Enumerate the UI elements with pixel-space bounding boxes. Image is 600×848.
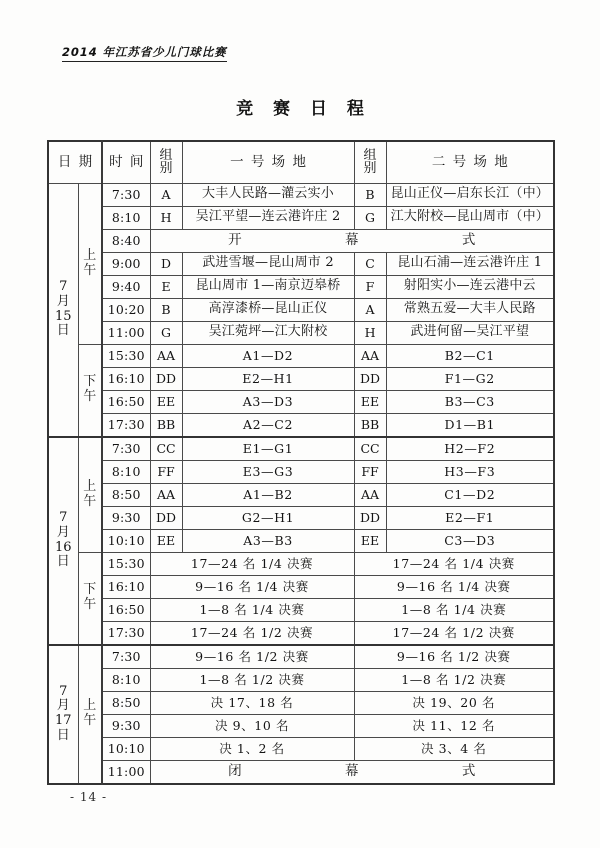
group-2-cell: A: [354, 298, 386, 321]
group-1-cell: BB: [150, 413, 182, 437]
date-char: 15: [54, 308, 72, 324]
site-2-match-cell: H3—F3: [386, 460, 554, 483]
schedule-row: [48, 529, 554, 552]
site-2-match-cell: 武进何留—吴江平望: [386, 321, 554, 344]
group-1-cell: EE: [150, 529, 182, 552]
schedule-row: [48, 552, 554, 575]
time-cell: 16:10: [102, 367, 150, 390]
column-header-time: 时 间: [102, 141, 150, 183]
competition-schedule-table: [47, 140, 555, 785]
site-1-match-cell: 大丰人民路—灌云实小: [182, 183, 354, 206]
group-1-cell: EE: [150, 390, 182, 413]
time-cell: 17:30: [102, 621, 150, 645]
site-2-match-cell: 1—8 名 1/4 决赛: [354, 598, 554, 621]
time-cell: 11:00: [102, 760, 150, 784]
time-cell: 9:00: [102, 252, 150, 275]
site-2-match-cell: 常熟五爱—大丰人民路: [386, 298, 554, 321]
group-2-cell: DD: [354, 367, 386, 390]
schedule-row: [48, 344, 554, 367]
site-1-match-cell: E2—H1: [182, 367, 354, 390]
time-cell: 8:10: [102, 668, 150, 691]
site-1-match-cell: 决 1、2 名: [150, 737, 354, 760]
date-char: 7: [59, 683, 68, 699]
site-1-match-cell: 吴江平望—连云港许庄 2: [182, 206, 354, 229]
schedule-row: [48, 691, 554, 714]
site-1-match-cell: 昆山周市 1—南京迈皋桥: [182, 275, 354, 298]
ceremony-cell: [150, 229, 554, 252]
group-2-cell: AA: [354, 483, 386, 506]
column-header-date: 日 期: [48, 141, 102, 183]
schedule-row: [48, 668, 554, 691]
page-title: 竞 赛 日 程: [236, 99, 371, 119]
site-1-match-cell: 17—24 名 1/2 决赛: [150, 621, 354, 645]
date-char: 日: [56, 323, 70, 339]
site-1-match-cell: 决 9、10 名: [150, 714, 354, 737]
ceremony-char: 开: [228, 231, 242, 248]
group-2-cell: AA: [354, 344, 386, 367]
date-char: 7: [59, 510, 68, 526]
column-header-site-2: 二 号 场 地: [386, 141, 554, 183]
site-2-match-cell: 昆山石浦—连云港许庄 1: [386, 252, 554, 275]
half-day-cell: [78, 552, 102, 645]
date-cell: [48, 437, 78, 645]
date-cell: [48, 645, 78, 784]
group-1-cell: DD: [150, 506, 182, 529]
site-2-match-cell: D1—B1: [386, 413, 554, 437]
schedule-row: [48, 506, 554, 529]
site-2-match-cell: 9—16 名 1/2 决赛: [354, 645, 554, 669]
time-cell: 9:40: [102, 275, 150, 298]
site-2-match-cell: 9—16 名 1/4 决赛: [354, 575, 554, 598]
schedule-row: [48, 321, 554, 344]
column-header-group-2: [354, 141, 386, 183]
site-1-match-cell: 武进雪堰—昆山周市 2: [182, 252, 354, 275]
site-2-match-cell: B3—C3: [386, 390, 554, 413]
running-head: 2014 年江苏省少儿门球比赛: [62, 44, 227, 62]
time-cell: 8:50: [102, 691, 150, 714]
group-1-cell: B: [150, 298, 182, 321]
time-cell: 16:50: [102, 598, 150, 621]
half-day-char: 上: [83, 247, 97, 263]
time-cell: 11:00: [102, 321, 150, 344]
site-2-match-cell: C3—D3: [386, 529, 554, 552]
group-1-cell: G: [150, 321, 182, 344]
site-1-match-cell: A2—C2: [182, 413, 354, 437]
site-1-match-cell: 9—16 名 1/4 决赛: [150, 575, 354, 598]
time-cell: 8:10: [102, 206, 150, 229]
page-number: - 14 -: [70, 790, 108, 804]
half-day-cell: [78, 183, 102, 344]
group-1-cell: A: [150, 183, 182, 206]
table-body: [48, 183, 554, 784]
half-day-char: 午: [83, 713, 97, 728]
schedule-row: [48, 598, 554, 621]
site-1-match-cell: G2—H1: [182, 506, 354, 529]
group-1-label-line-2: 别: [159, 161, 173, 177]
time-cell: 10:20: [102, 298, 150, 321]
time-cell: 9:30: [102, 714, 150, 737]
time-cell: 10:10: [102, 737, 150, 760]
site-2-match-cell: C1—D2: [386, 483, 554, 506]
half-day-cell: [78, 344, 102, 437]
site-2-match-cell: B2—C1: [386, 344, 554, 367]
group-2-cell: B: [354, 183, 386, 206]
group-1-label-line-1: 组: [159, 148, 173, 163]
schedule-row: [48, 229, 554, 252]
header-row: [48, 141, 554, 183]
schedule-row: [48, 714, 554, 737]
group-2-cell: BB: [354, 413, 386, 437]
group-2-cell: CC: [354, 437, 386, 461]
time-cell: 15:30: [102, 344, 150, 367]
half-day-char: 午: [83, 389, 97, 404]
site-1-match-cell: A3—B3: [182, 529, 354, 552]
group-1-cell: AA: [150, 483, 182, 506]
group-1-cell: DD: [150, 367, 182, 390]
site-2-match-cell: E2—F1: [386, 506, 554, 529]
site-1-match-cell: A1—D2: [182, 344, 354, 367]
schedule-row: [48, 275, 554, 298]
ceremony-text: [151, 233, 554, 248]
column-header-site-1: 一 号 场 地: [182, 141, 354, 183]
date-char: 7: [59, 279, 68, 295]
site-1-match-cell: 1—8 名 1/2 决赛: [150, 668, 354, 691]
site-2-match-cell: 17—24 名 1/2 决赛: [354, 621, 554, 645]
half-day-char: 下: [83, 582, 97, 598]
ceremony-text: [151, 764, 554, 779]
site-2-match-cell: 17—24 名 1/4 决赛: [354, 552, 554, 575]
schedule-row: [48, 460, 554, 483]
date-char: 月: [56, 524, 70, 540]
site-2-match-cell: 决 3、4 名: [354, 737, 554, 760]
half-day-char: 上: [83, 478, 97, 494]
schedule-row: [48, 483, 554, 506]
site-1-match-cell: A3—D3: [182, 390, 354, 413]
time-cell: 7:30: [102, 645, 150, 669]
schedule-row: [48, 575, 554, 598]
half-day-char: 午: [83, 597, 97, 612]
group-2-cell: F: [354, 275, 386, 298]
site-2-match-cell: 昆山正仪—启东长江（中）: [386, 183, 554, 206]
date-char: 17: [54, 713, 72, 728]
schedule-row: [48, 437, 554, 461]
time-cell: 10:10: [102, 529, 150, 552]
time-cell: 8:50: [102, 483, 150, 506]
group-2-cell: EE: [354, 390, 386, 413]
group-1-cell: H: [150, 206, 182, 229]
group-2-cell: DD: [354, 506, 386, 529]
group-2-cell: H: [354, 321, 386, 344]
group-1-cell: D: [150, 252, 182, 275]
site-2-match-cell: 决 11、12 名: [354, 714, 554, 737]
half-day-char: 午: [83, 262, 97, 278]
time-cell: 17:30: [102, 413, 150, 437]
ceremony-char: 幕: [345, 231, 359, 248]
time-cell: 15:30: [102, 552, 150, 575]
time-cell: 16:10: [102, 575, 150, 598]
schedule-row: [48, 645, 554, 669]
schedule-row: [48, 413, 554, 437]
time-cell: 9:30: [102, 506, 150, 529]
schedule-row: [48, 206, 554, 229]
group-2-cell: FF: [354, 460, 386, 483]
group-1-cell: FF: [150, 460, 182, 483]
group-2-cell: EE: [354, 529, 386, 552]
site-1-match-cell: 高淳漆桥—昆山正仪: [182, 298, 354, 321]
half-day-char: 下: [83, 374, 97, 390]
schedule-row: [48, 621, 554, 645]
date-char: 月: [56, 698, 70, 714]
schedule-row: [48, 298, 554, 321]
half-day-cell: [78, 645, 102, 784]
site-2-match-cell: F1—G2: [386, 367, 554, 390]
site-1-match-cell: 1—8 名 1/4 决赛: [150, 598, 354, 621]
ceremony-char: 式: [461, 762, 476, 779]
site-2-match-cell: 1—8 名 1/2 决赛: [354, 668, 554, 691]
schedule-row: [48, 252, 554, 275]
ceremony-char: 闭: [228, 762, 242, 779]
time-cell: 7:30: [102, 437, 150, 461]
group-2-cell: G: [354, 206, 386, 229]
site-1-match-cell: 17—24 名 1/4 决赛: [150, 552, 354, 575]
schedule-row: [48, 367, 554, 390]
date-char: 日: [56, 727, 70, 743]
schedule-table-container: [47, 140, 553, 785]
site-2-match-cell: 决 19、20 名: [354, 691, 554, 714]
site-1-match-cell: 9—16 名 1/2 决赛: [150, 645, 354, 669]
site-2-match-cell: H2—F2: [386, 437, 554, 461]
column-header-group-1: [150, 141, 182, 183]
date-cell: [48, 183, 78, 437]
half-day-cell: [78, 437, 102, 553]
group-2-cell: C: [354, 252, 386, 275]
site-1-match-cell: 吴江菀坪—江大附校: [182, 321, 354, 344]
site-1-match-cell: 决 17、18 名: [150, 691, 354, 714]
site-1-match-cell: E3—G3: [182, 460, 354, 483]
table-head: [48, 141, 554, 183]
ceremony-char: 式: [461, 231, 476, 248]
time-cell: 16:50: [102, 390, 150, 413]
schedule-row: [48, 737, 554, 760]
site-1-match-cell: A1—B2: [182, 483, 354, 506]
group-2-label-line-2: 别: [363, 161, 377, 177]
time-cell: 8:10: [102, 460, 150, 483]
ceremony-cell: [150, 760, 554, 784]
time-cell: 7:30: [102, 183, 150, 206]
half-day-char: 午: [83, 493, 97, 509]
group-1-cell: AA: [150, 344, 182, 367]
group-1-cell: CC: [150, 437, 182, 461]
site-2-match-cell: 江大附校—昆山周市（中）: [386, 206, 554, 229]
date-char: 月: [56, 293, 70, 309]
date-char: 日: [56, 554, 70, 570]
site-1-match-cell: E1—G1: [182, 437, 354, 461]
site-2-match-cell: 射阳实小—连云港中云: [386, 275, 554, 298]
half-day-char: 上: [83, 698, 97, 714]
schedule-row: [48, 760, 554, 784]
ceremony-char: 幕: [345, 762, 359, 779]
schedule-row: [48, 390, 554, 413]
time-cell: 8:40: [102, 229, 150, 252]
date-char: 16: [54, 539, 72, 555]
group-1-cell: E: [150, 275, 182, 298]
group-2-label-line-1: 组: [363, 148, 377, 163]
schedule-row: [48, 183, 554, 206]
